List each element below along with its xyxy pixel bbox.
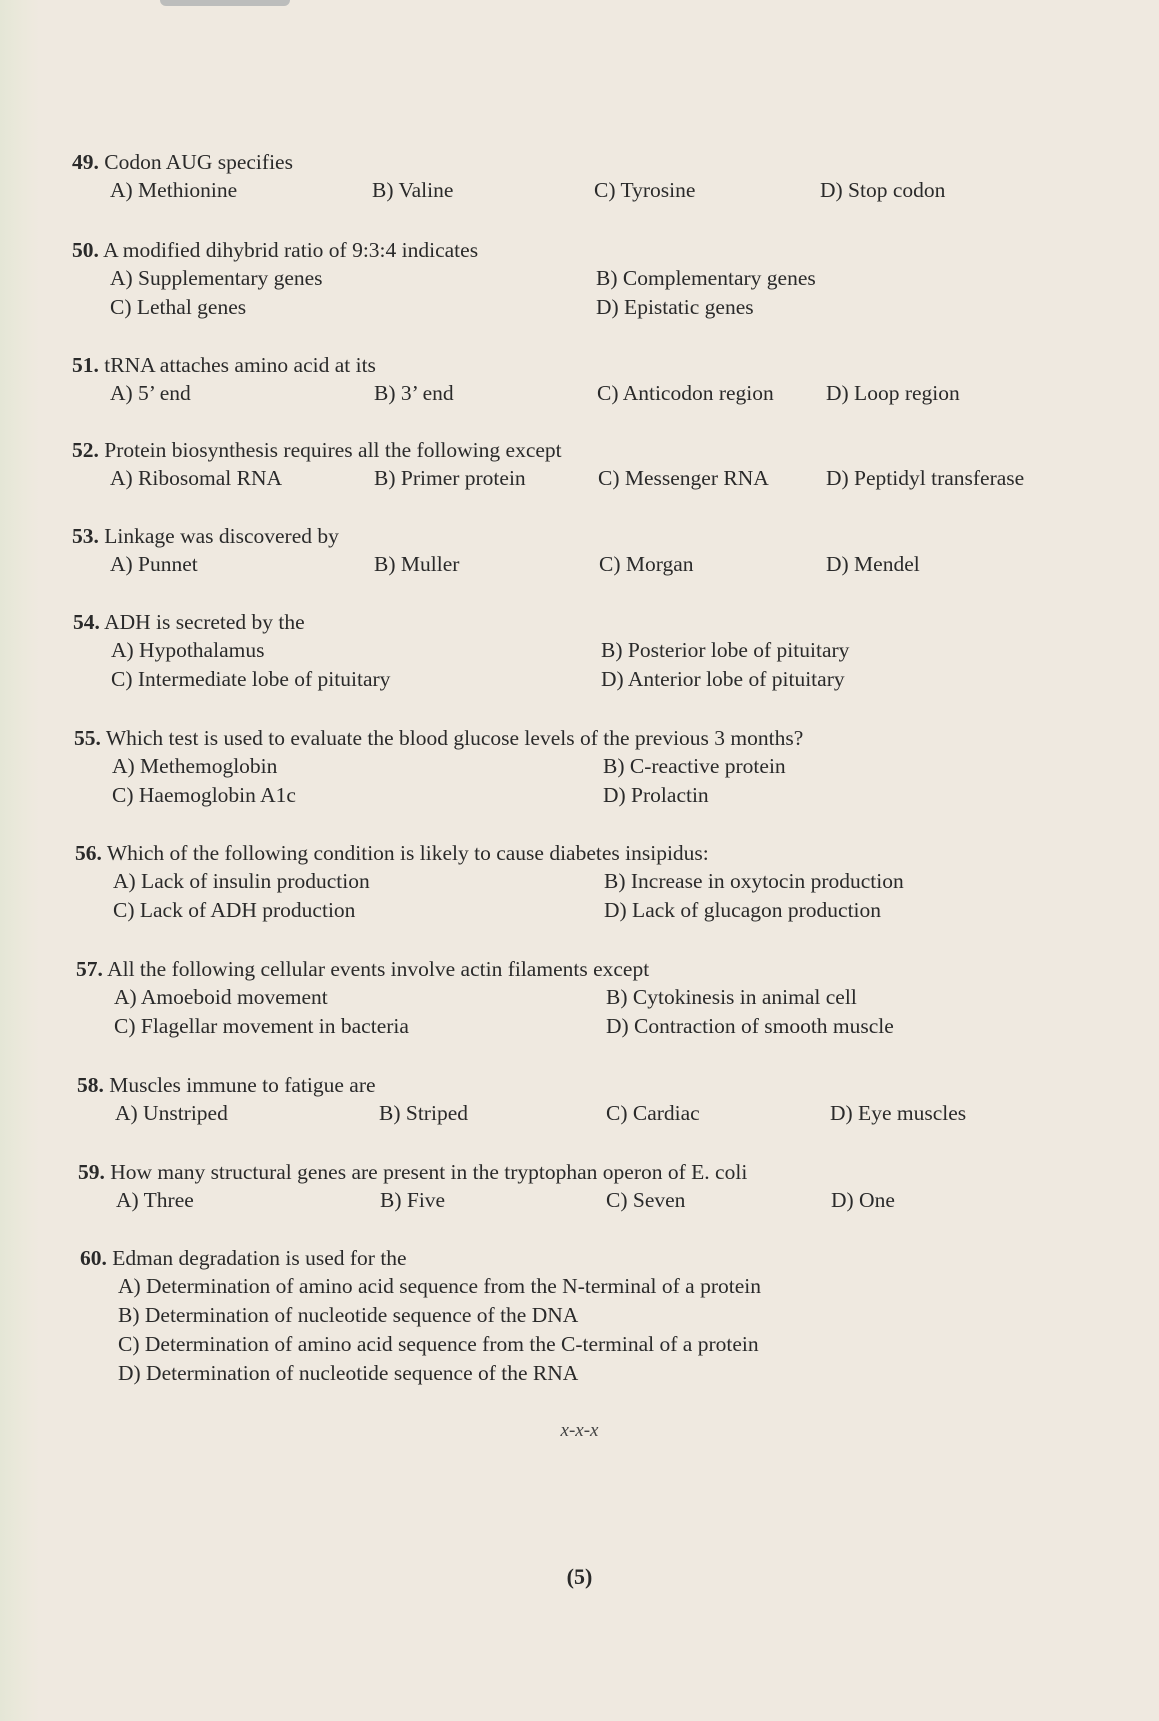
option-d: D) Anterior lobe of pituitary	[601, 667, 845, 691]
option-c: C) Cardiac	[606, 1101, 700, 1125]
options-row	[72, 550, 920, 579]
question-stem	[75, 839, 709, 867]
question-text: Protein biosynthesis requires all the following except	[104, 438, 562, 462]
option-c: C) Seven	[606, 1188, 686, 1212]
option-a: A) Determination of amino acid sequence from the N-terminal of a protein	[118, 1274, 761, 1298]
option-b: B) Striped	[379, 1101, 468, 1125]
option-c: C) Morgan	[599, 552, 694, 576]
options-row	[80, 1330, 759, 1359]
options-row	[76, 1012, 894, 1041]
question-number: 51.	[72, 353, 99, 377]
page-number: (5)	[566, 1564, 593, 1589]
options-row	[73, 665, 845, 694]
option-a: A) Three	[116, 1188, 194, 1212]
option-a: A) Hypothalamus	[111, 638, 265, 662]
option-d: D) Epistatic genes	[596, 295, 754, 319]
question-stem	[72, 436, 562, 464]
option-b: B) Posterior lobe of pituitary	[601, 638, 850, 662]
question-stem	[72, 236, 478, 264]
options-row	[72, 293, 754, 322]
option-b: B) Determination of nucleotide sequence of the DNA	[118, 1303, 579, 1327]
question-number: 55.	[74, 726, 101, 750]
question-text: Codon AUG specifies	[104, 150, 293, 174]
option-a: A) 5’ end	[110, 381, 191, 405]
option-d: D) Prolactin	[603, 783, 709, 807]
end-mark: x-x-x	[560, 1420, 599, 1441]
options-row	[76, 983, 857, 1012]
question-56	[75, 839, 904, 925]
options-row	[80, 1301, 579, 1330]
question-57	[76, 955, 894, 1041]
option-a: A) Methionine	[110, 178, 238, 202]
question-number: 57.	[76, 957, 103, 981]
option-d: D) Lack of glucagon production	[604, 898, 882, 922]
option-d: D) Stop codon	[820, 178, 946, 202]
options-row	[75, 867, 904, 896]
question-stem	[74, 724, 803, 752]
option-c: C) Haemoglobin A1c	[112, 783, 296, 807]
question-49	[72, 148, 946, 205]
question-number: 58.	[77, 1073, 104, 1097]
question-text: Which of the following condition is likely to cause diabetes insipidus:	[106, 841, 709, 865]
option-d: D) Determination of nucleotide sequence of the RNA	[118, 1361, 579, 1385]
option-c: C) Lethal genes	[110, 295, 247, 319]
question-number: 53.	[72, 524, 99, 548]
question-number: 56.	[75, 841, 102, 865]
question-stem	[78, 1158, 747, 1186]
question-text: A modified dihybrid ratio of 9:3:4 indicates	[103, 238, 479, 262]
option-b: B) Muller	[374, 552, 460, 576]
question-52	[72, 436, 1025, 493]
question-text: ADH is secreted by the	[104, 610, 305, 634]
option-c: C) Determination of amino acid sequence from the C-terminal of a protein	[118, 1332, 759, 1356]
top-mark	[160, 0, 290, 6]
question-59	[78, 1158, 895, 1215]
option-a: A) Punnet	[110, 552, 198, 576]
options-row	[72, 379, 960, 408]
question-stem	[72, 351, 376, 379]
question-number: 54.	[73, 610, 100, 634]
options-row	[72, 264, 816, 293]
option-b: B) Valine	[372, 178, 454, 202]
question-stem	[80, 1244, 407, 1272]
question-text: How many structural genes are present in the tryptophan operon of E. coli	[110, 1160, 748, 1184]
question-51	[72, 351, 960, 408]
question-text: tRNA attaches amino acid at its	[104, 353, 376, 377]
option-d: D) Loop region	[826, 381, 960, 405]
options-row	[74, 781, 803, 810]
question-text: Which test is used to evaluate the blood glucose levels of the previous 3 months?	[105, 726, 804, 750]
options-row	[80, 1272, 761, 1301]
question-60	[80, 1244, 761, 1388]
option-b: B) C-reactive protein	[603, 754, 786, 778]
option-a: A) Supplementary genes	[110, 266, 323, 290]
option-a: A) Amoeboid movement	[114, 985, 328, 1009]
question-number: 50.	[72, 238, 99, 262]
options-row	[80, 1359, 579, 1388]
option-d: D) Peptidyl transferase	[826, 466, 1025, 490]
question-55	[74, 724, 803, 810]
option-b: B) Complementary genes	[596, 266, 816, 290]
question-text: Linkage was discovered by	[104, 524, 339, 548]
option-d: D) Mendel	[826, 552, 920, 576]
option-c: C) Flagellar movement in bacteria	[114, 1014, 409, 1038]
page-edge	[0, 0, 40, 1721]
option-c: C) Lack of ADH production	[113, 898, 356, 922]
option-b: B) Increase in oxytocin production	[604, 869, 904, 893]
option-a: A) Ribosomal RNA	[110, 466, 282, 490]
question-number: 49.	[72, 150, 99, 174]
question-number: 52.	[72, 438, 99, 462]
question-text: Muscles immune to fatigue are	[109, 1073, 376, 1097]
option-d: D) Contraction of smooth muscle	[606, 1014, 894, 1038]
question-text: All the following cellular events involve actin filaments except	[107, 957, 650, 981]
question-stem	[72, 522, 339, 550]
options-row	[77, 1099, 967, 1128]
options-row	[74, 752, 803, 781]
option-b: B) Five	[380, 1188, 446, 1212]
question-text: Edman degradation is used for the	[112, 1246, 407, 1270]
options-row	[75, 896, 882, 925]
option-c: C) Intermediate lobe of pituitary	[111, 667, 391, 691]
option-d: D) Eye muscles	[830, 1101, 967, 1125]
option-b: B) Cytokinesis in animal cell	[606, 985, 857, 1009]
option-b: B) 3’ end	[374, 381, 454, 405]
question-58	[77, 1071, 967, 1128]
question-50	[72, 236, 816, 322]
options-row	[72, 464, 1025, 493]
question-stem	[72, 148, 293, 176]
option-b: B) Primer protein	[374, 466, 526, 490]
question-53	[72, 522, 920, 579]
question-54	[73, 608, 850, 694]
question-stem	[77, 1071, 376, 1099]
option-a: A) Unstriped	[115, 1101, 228, 1125]
question-number: 60.	[80, 1246, 107, 1270]
options-row	[73, 636, 850, 665]
question-number: 59.	[78, 1160, 105, 1184]
question-stem	[73, 608, 305, 636]
options-row	[78, 1186, 895, 1215]
option-c: C) Anticodon region	[597, 381, 774, 405]
options-row	[72, 176, 946, 205]
option-c: C) Tyrosine	[594, 178, 696, 202]
option-d: D) One	[831, 1188, 895, 1212]
option-a: A) Lack of insulin production	[113, 869, 370, 893]
question-stem	[76, 955, 649, 983]
option-a: A) Methemoglobin	[112, 754, 278, 778]
option-c: C) Messenger RNA	[598, 466, 769, 490]
